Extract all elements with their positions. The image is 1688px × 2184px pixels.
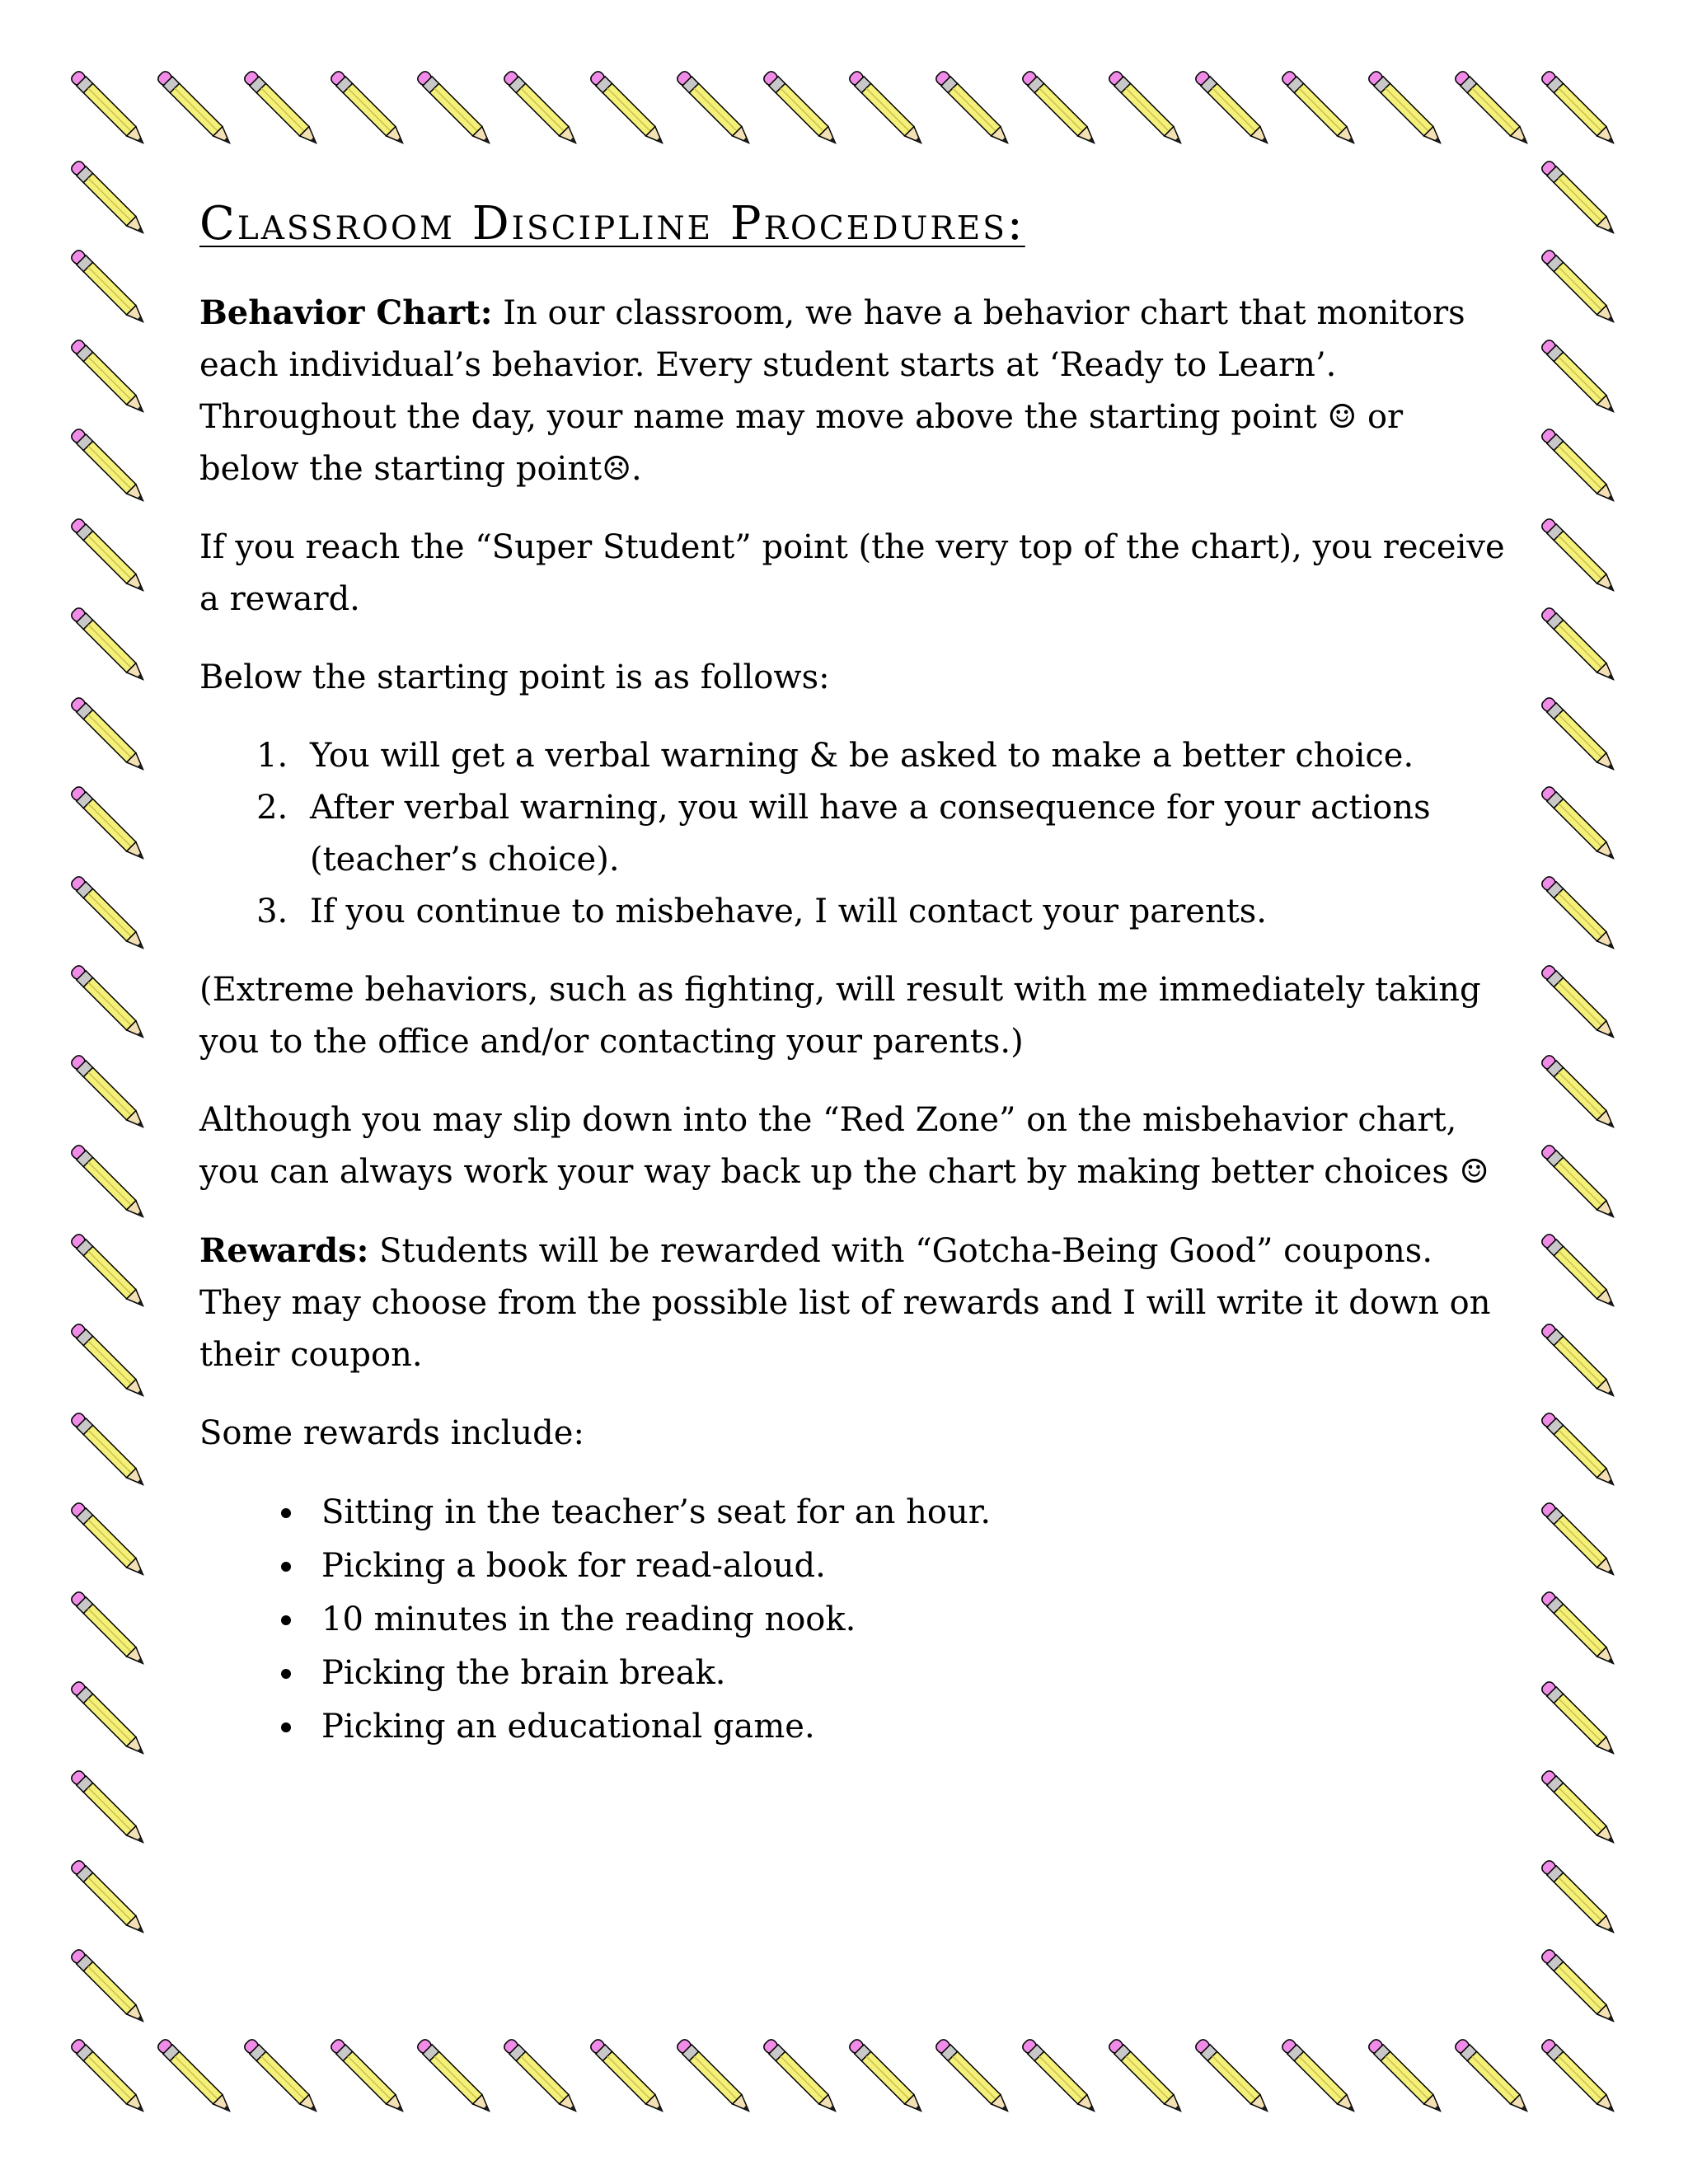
pencil-icon xyxy=(66,602,148,685)
pencil-icon xyxy=(1017,2034,1100,2116)
pencil-icon xyxy=(1536,1050,1619,1132)
rewards-label: Rewards: xyxy=(199,1231,369,1270)
pencil-icon xyxy=(66,424,148,506)
pencil-icon xyxy=(1536,1497,1619,1580)
pencil-icon xyxy=(931,66,1013,148)
pencil-icon xyxy=(66,1497,148,1580)
pencil-icon xyxy=(758,2034,841,2116)
behavior-chart-paragraph xyxy=(199,287,1510,495)
pencil-icon xyxy=(66,960,148,1043)
rewards-list xyxy=(199,1486,1510,1754)
page-title: Classroom Discipline Procedures: xyxy=(199,197,1025,251)
pencil-icon xyxy=(672,66,754,148)
pencil-icon xyxy=(1536,424,1619,506)
pencil-icon xyxy=(1190,66,1273,148)
pencil-icon xyxy=(66,1050,148,1132)
pencil-icon xyxy=(326,66,408,148)
pencil-icon xyxy=(1536,1765,1619,1848)
pencil-icon xyxy=(585,66,668,148)
pencil-icon xyxy=(1363,2034,1446,2116)
pencil-icon xyxy=(1450,2034,1532,2116)
pencil-icon xyxy=(66,1319,148,1401)
pencil-icon xyxy=(1536,871,1619,954)
pencil-icon xyxy=(1536,1586,1619,1669)
pencil-icon xyxy=(66,66,148,148)
pencil-icon xyxy=(1017,66,1100,148)
below-starting-intro: Below the starting point is as follows: xyxy=(199,658,830,696)
pencil-icon xyxy=(66,1855,148,1938)
pencil-icon xyxy=(1536,602,1619,685)
pencil-icon xyxy=(1536,2034,1619,2116)
pencil-icon xyxy=(1363,66,1446,148)
pencil-icon xyxy=(239,66,321,148)
pencil-icon xyxy=(66,692,148,775)
pencil-icon xyxy=(1277,66,1359,148)
pencil-icon xyxy=(66,871,148,954)
pencil-icon xyxy=(66,245,148,327)
pencil-icon xyxy=(844,66,926,148)
rewards-text: Students will be rewarded with “Gotcha-Being Good” coupons. They may choose from the possible list of rewards and I will write it down on their coupon. xyxy=(199,1232,1491,1374)
pencil-icon xyxy=(844,2034,926,2116)
pencil-icon xyxy=(66,1944,148,2027)
pencil-icon xyxy=(1104,2034,1186,2116)
behavior-chart-text: In our classroom, we have a behavior chart that monitors each individual’s behavior. Every student starts at ‘Ready to Learn’. Throughout the day, your name may move above the starting point ☺ or below the starting point☹. xyxy=(199,294,1465,488)
pencil-icon xyxy=(66,2034,148,2116)
rewards-intro: Some rewards include: xyxy=(199,1414,584,1452)
pencil-icon xyxy=(1536,1140,1619,1222)
list-item: • Picking the brain break. xyxy=(307,1647,1510,1700)
pencil-icon xyxy=(326,2034,408,2116)
pencil-icon xyxy=(1190,2034,1273,2116)
pencil-icon xyxy=(1536,1855,1619,1938)
pencil-icon xyxy=(1536,1408,1619,1490)
pencil-icon xyxy=(66,1586,148,1669)
pencil-icon xyxy=(1104,66,1186,148)
pencil-icon xyxy=(931,2034,1013,2116)
pencil-icon xyxy=(66,335,148,417)
pencil-icon xyxy=(585,2034,668,2116)
pencil-icon xyxy=(66,1229,148,1311)
pencil-icon xyxy=(412,2034,495,2116)
list-item: 1. You will get a verbal warning & be asked to make a better choice. xyxy=(298,730,1510,782)
behavior-chart-label: Behavior Chart: xyxy=(199,293,493,332)
pencil-icon xyxy=(1536,1676,1619,1759)
pencil-icon xyxy=(1536,1229,1619,1311)
pencil-icon xyxy=(66,1676,148,1759)
pencil-icon xyxy=(499,66,581,148)
pencil-icon xyxy=(66,156,148,238)
pencil-icon xyxy=(152,2034,235,2116)
pencil-icon xyxy=(152,66,235,148)
list-item: • Sitting in the teacher’s seat for an hour. xyxy=(307,1486,1510,1540)
consequence-steps-list xyxy=(199,730,1510,938)
pencil-icon xyxy=(1450,66,1532,148)
pencil-icon xyxy=(1277,2034,1359,2116)
document-body xyxy=(199,191,1510,1754)
pencil-icon xyxy=(672,2034,754,2116)
pencil-icon xyxy=(1536,960,1619,1043)
pencil-icon xyxy=(1536,66,1619,148)
pencil-icon xyxy=(758,66,841,148)
pencil-icon xyxy=(66,1140,148,1222)
red-zone-paragraph: Although you may slip down into the “Red Zone” on the misbehavior chart, you can always work your way back up the chart by making better choices ☺ xyxy=(199,1101,1489,1191)
rewards-paragraph xyxy=(199,1225,1510,1381)
pencil-icon xyxy=(1536,513,1619,596)
pencil-icon xyxy=(1536,335,1619,417)
extreme-behaviors-paragraph: (Extreme behaviors, such as fighting, will result with me immediately taking you to the office and/or contacting your parents.) xyxy=(199,971,1481,1061)
pencil-icon xyxy=(66,781,148,864)
pencil-icon xyxy=(412,66,495,148)
pencil-icon xyxy=(1536,1319,1619,1401)
list-item: • 10 minutes in the reading nook. xyxy=(307,1593,1510,1647)
super-student-paragraph: If you reach the “Super Student” point (the very top of the chart), you receive a reward. xyxy=(199,528,1505,618)
pencil-icon xyxy=(499,2034,581,2116)
pencil-icon xyxy=(239,2034,321,2116)
pencil-icon xyxy=(66,1408,148,1490)
pencil-icon xyxy=(1536,692,1619,775)
pencil-icon xyxy=(1536,781,1619,864)
list-item: 3. If you continue to misbehave, I will contact your parents. xyxy=(298,886,1510,938)
list-item: 2. After verbal warning, you will have a consequence for your actions (teacher’s choice). xyxy=(298,782,1510,886)
pencil-icon xyxy=(1536,156,1619,238)
pencil-icon xyxy=(1536,245,1619,327)
pencil-icon xyxy=(66,1765,148,1848)
list-item: • Picking an educational game. xyxy=(307,1700,1510,1754)
pencil-icon xyxy=(66,513,148,596)
pencil-icon xyxy=(1536,1944,1619,2027)
list-item: • Picking a book for read-aloud. xyxy=(307,1540,1510,1593)
